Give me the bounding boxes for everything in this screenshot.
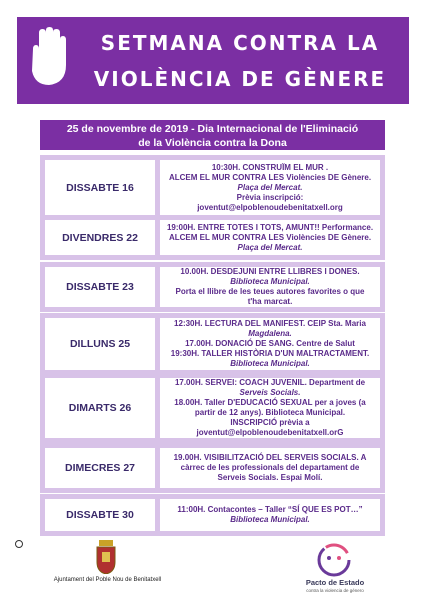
- event-day: DIVENDRES 22: [45, 220, 155, 255]
- event-details: [160, 448, 380, 488]
- pacto-subtitle: contra la violencia de género: [306, 588, 364, 593]
- event-row: [40, 215, 385, 260]
- event-row: [40, 494, 385, 536]
- event-row: [40, 313, 385, 375]
- event-row: [40, 373, 385, 443]
- event-day: DISSABTE 30: [45, 499, 155, 531]
- title-line-2: VIOLÈNCIA DE GÈNERE: [93, 67, 387, 91]
- event-line: Serveis Socials.: [239, 388, 301, 397]
- event-line: 12:30H. LECTURA DEL MANIFEST. CEIP Sta. Maria: [174, 319, 366, 328]
- event-line: càrrec de les professionals del departament de: [180, 463, 360, 472]
- event-line: Biblioteca Municipal.: [230, 359, 310, 368]
- event-line: ALCEM EL MUR CONTRA LES Violències DE Gènere.: [168, 232, 372, 242]
- event-details: [160, 160, 380, 215]
- ajuntament-name: Ajuntament del Poble Nou de Benitatxell: [53, 577, 162, 583]
- event-line: Serveis Socials. Espai Molí.: [217, 473, 323, 482]
- event-row: [40, 262, 385, 312]
- banner-line-1: 25 de novembre de 2019 - Dia Internacional de l'Eliminació: [66, 123, 359, 135]
- date-banner: [40, 120, 385, 150]
- event-line: Plaça del Mercat.: [237, 182, 303, 192]
- pacto-logo: [290, 540, 380, 595]
- event-line: 19:00H. ENTRE TOTES I TOTS, AMUNT!! Performance.: [166, 222, 374, 232]
- event-day: DILLUNS 25: [45, 318, 155, 370]
- event-line: 17.00H. DONACIÓ DE SANG. Centre de Salut: [185, 339, 355, 348]
- event-row: [40, 443, 385, 493]
- event-line: 11:00H. Contacontes – Taller “SÍ QUE ES POT…”: [177, 505, 363, 514]
- event-line: partir de 12 anys). Biblioteca Municipal.: [194, 408, 346, 417]
- event-details: [160, 267, 380, 307]
- event-line: ALCEM EL MUR CONTRA LES Violències DE Gènere.: [168, 172, 372, 182]
- ajuntament-logo: [40, 540, 175, 590]
- event-line: joventut@elpoblenoudebenitatxell.org: [197, 202, 343, 212]
- event-details: [160, 499, 380, 531]
- banner-line-2: de la Violència contra la Dona: [138, 137, 287, 149]
- event-line: 19:30H. TALLER HISTÒRIA D'UN MALTRACTAMENT.: [170, 349, 370, 358]
- event-line: 10.00H. DESDEJUNI ENTRE LLIBRES I DONES.: [180, 267, 360, 276]
- pacto-de-estado-icon: [314, 540, 354, 580]
- event-line: Plaça del Mercat.: [237, 242, 303, 252]
- event-line: Biblioteca Municipal.: [230, 515, 310, 524]
- event-line: 19.00H. VISIBILITZACIÓ DEL SERVEIS SOCIALS. A: [173, 453, 367, 462]
- event-line: Prèvia inscripció:: [236, 192, 304, 202]
- event-line: 18.00H. Taller D'EDUCACIÓ SEXUAL per a joves (a: [174, 398, 366, 407]
- event-line: Magdalena.: [248, 329, 292, 338]
- event-line: 17.00H. SERVEI: COACH JUVENIL. Department de: [174, 378, 366, 387]
- event-line: INSCRIPCIÓ prèvia a: [230, 418, 310, 427]
- event-details: [160, 378, 380, 438]
- title-line-1: SETMANA CONTRA LA: [100, 31, 380, 55]
- hand-icon: [27, 27, 69, 87]
- event-line: Biblioteca Municipal.: [230, 277, 310, 286]
- event-details: [160, 220, 380, 255]
- event-details: [160, 318, 380, 370]
- crest-icon: [95, 540, 117, 574]
- event-day: DISSABTE 16: [45, 160, 155, 215]
- event-day: DISSABTE 23: [45, 267, 155, 307]
- event-line: t'ha marcat.: [247, 297, 293, 306]
- poster-header: [17, 17, 409, 104]
- event-line: 10:30H. CONSTRUÏM EL MUR .: [211, 162, 329, 172]
- event-line: joventut@elpoblenoudebenitatxell.orG: [196, 428, 344, 437]
- bullet-dot: [15, 540, 23, 548]
- event-line: Porta el llibre de les teues autores favorites o que: [175, 287, 365, 296]
- pacto-title: Pacto de Estado: [305, 578, 365, 587]
- event-day: DIMECRES 27: [45, 448, 155, 488]
- event-row: [40, 155, 385, 220]
- event-day: DIMARTS 26: [45, 378, 155, 438]
